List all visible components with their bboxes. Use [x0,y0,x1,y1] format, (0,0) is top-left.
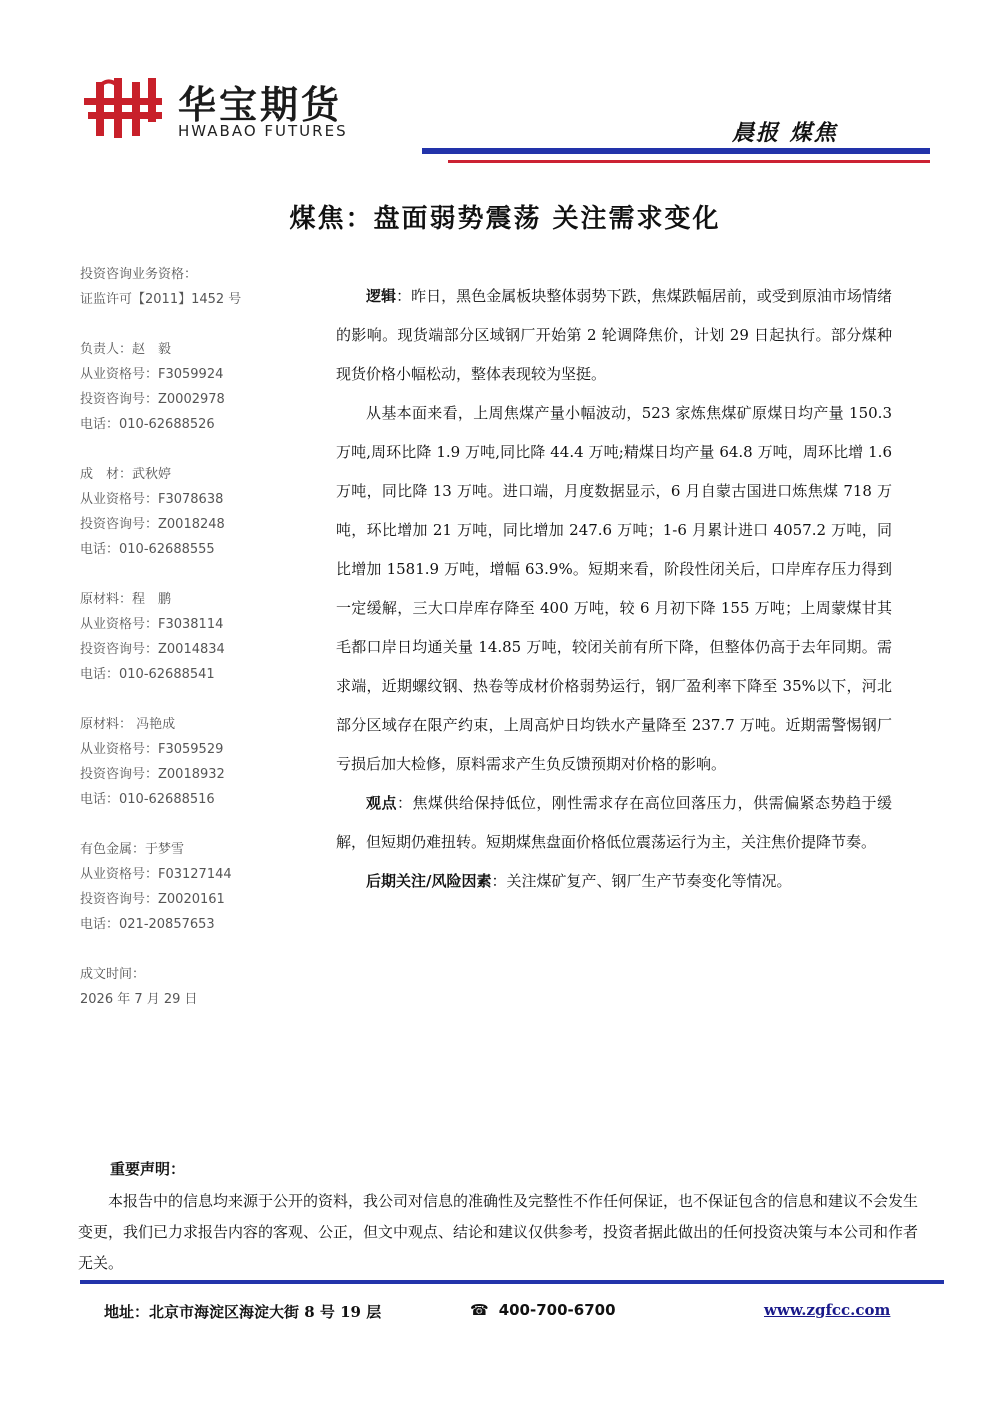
view-paragraph [336,784,892,862]
footer-address: 地址：北京市海淀区海淀大街 8 号 19 层 [104,1303,382,1321]
analyst-name: 负责人：赵 毅 [80,342,172,357]
sidebar-line: 证监许可【2011】1452 号 [80,292,242,307]
hwabao-logo-mark-icon [82,76,164,140]
license-info [80,262,320,312]
written-date-value: 2026 年 7 月 29 日 [80,992,198,1007]
logic-paragraph [336,277,892,394]
analyst-name: 原材料：程 鹏 [80,592,172,607]
paragraph-lead: 逻辑 [366,287,397,305]
analyst-qualification: 从业资格号：F3038114 [80,617,224,632]
report-category: 晨报 煤焦 [732,120,838,146]
risk-paragraph [336,862,892,901]
analyst-contact [80,462,320,562]
sidebar-line: 投资咨询业务资格： [80,267,198,282]
analyst-qualification: 从业资格号：F3078638 [80,492,224,507]
paragraph-text: ：关注煤矿复产、钢厂生产节奏变化等情况。 [491,872,792,890]
paragraph-text: ：昨日，黑色金属板块整体弱势下跌，焦煤跌幅居前，或受到原油市场情绪的影响。现货端部分区域钢厂开始第 2 轮调降焦价，计划 29 日起执行。部分煤种现货价格小幅松动，整体表现较为坚挺。 [336,287,892,383]
analyst-sidebar [80,262,320,1037]
disclaimer-heading: 重要声明： [110,1160,186,1178]
logo-english-name: HWABAO FUTURES [178,122,348,140]
analyst-contact [80,837,320,937]
header-rule-red [448,160,930,163]
footer-phone [470,1301,616,1319]
analyst-phone: 电话：010-62688516 [80,792,215,807]
paragraph-lead: 观点 [366,794,397,812]
written-date [80,962,320,1012]
disclaimer-text: 本报告中的信息均来源于公开的资料，我公司对信息的准确性及完整性不作任何保证，也不保证包含的信息和建议不会发生变更，我们已力求报告内容的客观、公正，但文中观点、结论和建议仅供参考，投资者据此做出的任何投资决策与本公司和作者无关。 [78,1192,919,1272]
analyst-contact [80,712,320,812]
paragraph-lead: 后期关注/风险因素 [366,872,492,890]
analyst-contact [80,587,320,687]
analyst-consult-number: 投资咨询号：Z0018248 [80,517,225,532]
paragraph-text: 从基本面来看，上周焦煤产量小幅波动，523 家炼焦煤矿原煤日均产量 150.3 万吨,周环比降 1.9 万吨,同比降 44.4 万吨;精煤日均产量 64.8 万吨，周环比增 1.6 万吨，同比降 13 万吨。进口端，月度数据显示，6 月自蒙古国进口炼焦煤 718 万吨，环比增加 21 万吨，同比增加 247.6 万吨；1-6 月累计进口 4057.2 万吨，同比增加 1581.9 万吨，增幅 63.9%。短期来看，阶段性闭关后，口岸库存压力得到一定缓解，三大口岸库存降至 400 万吨，较 6 月初下降 155 万吨；上周蒙煤甘其毛都口岸日均通关量 14.85 万吨，较闭关前有所下降，但整体仍高于去年同期。需求端，近期螺纹钢、热卷等成材价格弱势运行，钢厂盈利率下降至 35%以下，河北部分区域存在限产约束，上周高炉日均铁水产量降至 237.7 万吨。近期需警惕钢厂亏损后加大检修，原料需求产生负反馈预期对价格的影响。 [336,404,892,773]
analyst-qualification: 从业资格号：F3059529 [80,742,224,757]
analyst-contact [80,337,320,437]
footer-website-link[interactable]: www.zgfcc.com [764,1301,891,1319]
company-logo [82,74,382,144]
phone-icon: ☎ [470,1301,489,1319]
analyst-name: 成 材：武秋婷 [80,467,172,482]
analyst-name: 原材料： 冯艳成 [80,717,176,732]
analyst-phone: 电话：010-62688541 [80,667,215,682]
analyst-consult-number: 投资咨询号：Z0018932 [80,767,225,782]
footer-rule [80,1280,944,1284]
report-title: 煤焦：盘面弱势震荡 关注需求变化 [289,204,721,234]
paragraph-text: ：焦煤供给保持低位，刚性需求存在高位回落压力，供需偏紧态势趋于缓解，但短期仍难扭转。短期煤焦盘面价格低位震荡运行为主，关注焦价提降节奏。 [336,794,892,851]
phone-number: 400-700-6700 [498,1301,616,1319]
written-date-label: 成文时间： [80,967,146,982]
logo-chinese-name: 华宝期货 [178,83,343,127]
fundamentals-paragraph [336,394,892,784]
analyst-qualification: 从业资格号：F3059924 [80,367,224,382]
analyst-name: 有色金属：于梦雪 [80,842,185,857]
analyst-consult-number: 投资咨询号：Z0014834 [80,642,225,657]
analyst-qualification: 从业资格号：F03127144 [80,867,232,882]
analyst-consult-number: 投资咨询号：Z0020161 [80,892,225,907]
analyst-phone: 电话：021-20857653 [80,917,215,932]
report-body [336,277,892,901]
header-rule-blue [422,148,930,154]
analyst-consult-number: 投资咨询号：Z0002978 [80,392,225,407]
analyst-phone: 电话：010-62688555 [80,542,215,557]
analyst-phone: 电话：010-62688526 [80,417,215,432]
